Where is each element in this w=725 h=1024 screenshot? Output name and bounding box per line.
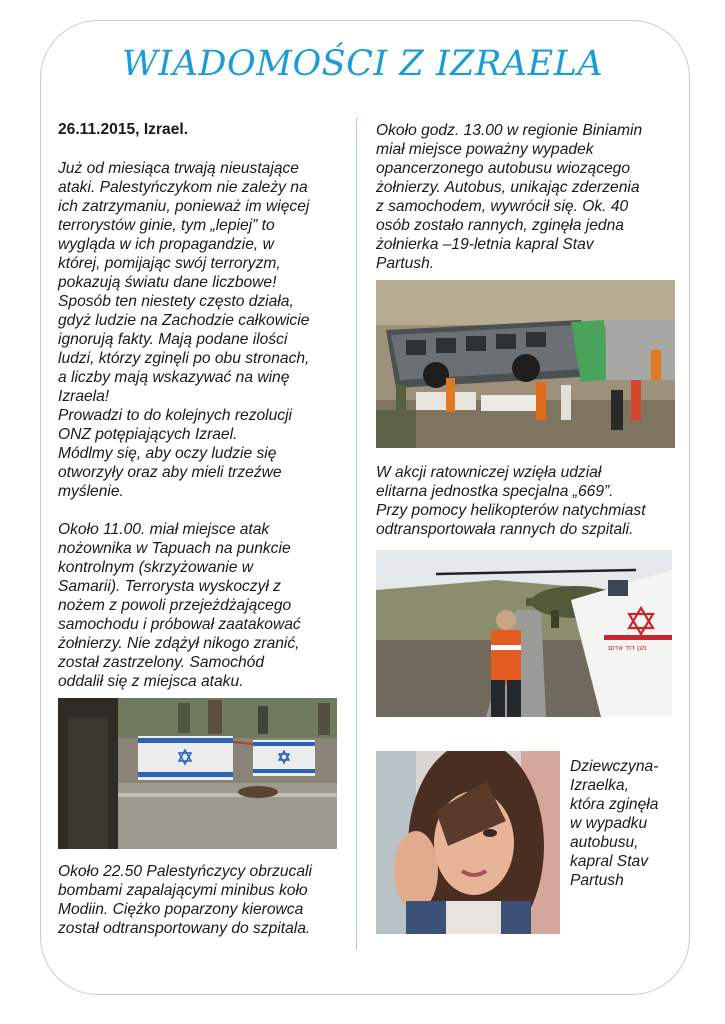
tapuach-paragraph: Około 11.00. miał miejsce atak nożownika w Tapuach na punkcie kontrolnym (skrzyżowanie w Samarii). Terrorysta wyskoczył z nożem z powoli przejeżdżającego samochodu i próbował zaatakować żołnierzy. Nie zdążył nikogo zranić, został zastrzelony. Samochód oddalił się z miejsca ataku. xyxy=(58,521,301,690)
rescue-paragraph: W akcji ratowniczej wzięła udział elitarna jednostka specjalna „669”. Przy pomocy helikopterów natychmiast odtransportowała rannych do szpitali. xyxy=(376,464,646,538)
ambulance-label: מגן דוד אדום xyxy=(608,644,647,652)
article-date: 26.11.2015, Izrael. xyxy=(58,121,189,138)
portrait-photo xyxy=(376,751,560,934)
column-divider xyxy=(356,118,357,950)
page-title: WIADOMOŚCI Z IZRAELA xyxy=(121,44,604,84)
checkpoint-photo xyxy=(58,698,337,849)
portrait-caption: Dziewczyna- Izraelka, która zginęła w wypadku autobusu, kapral Stav Partush xyxy=(570,758,659,889)
rescue-helicopter-photo xyxy=(376,550,672,717)
modiin-paragraph: Około 22.50 Palestyńczycy obrzucali bombami zapalającymi minibus koło Modiin. Ciężko poparzony kierowca został odtransportowany do szpitala. xyxy=(58,863,312,937)
intro-paragraph: Już od miesiąca trwają nieustające ataki. Palestyńczykom nie zależy na ich zatrzymaniu, ponieważ im więcej terrorystów ginie, tym „lepiej” to wygląda w ich propagandzie, w której, pomijając swój terroryzm, pokazują światu dane liczbowe! Sposób ten niestety często działa, gdyż ludzie na Zachodzie całkowicie ignorują fakty. Mają podane ilości ludzi, którzy zginęli po obu stronach, a liczby mają wskazywać na winę Izraela! Prowadzi to do kolejnych rezolucji ONZ potępiających Izrael. Módlmy się, aby oczy ludzie się otworzyły oraz aby mieli trzeźwe myślenie. xyxy=(58,160,310,500)
bus-accident-paragraph: Około godz. 13.00 w regionie Biniamin miał miejsce poważny wypadek opancerzonego autobusu wiozącego żołnierzy. Autobus, unikając zderzenia z samochodem, wywrócił się. Ok. 40 osób zostało rannych, zginęła jedna żołnierka –19-letnia kapral Stav Partush. xyxy=(376,122,643,272)
overturned-bus-photo xyxy=(376,280,675,448)
